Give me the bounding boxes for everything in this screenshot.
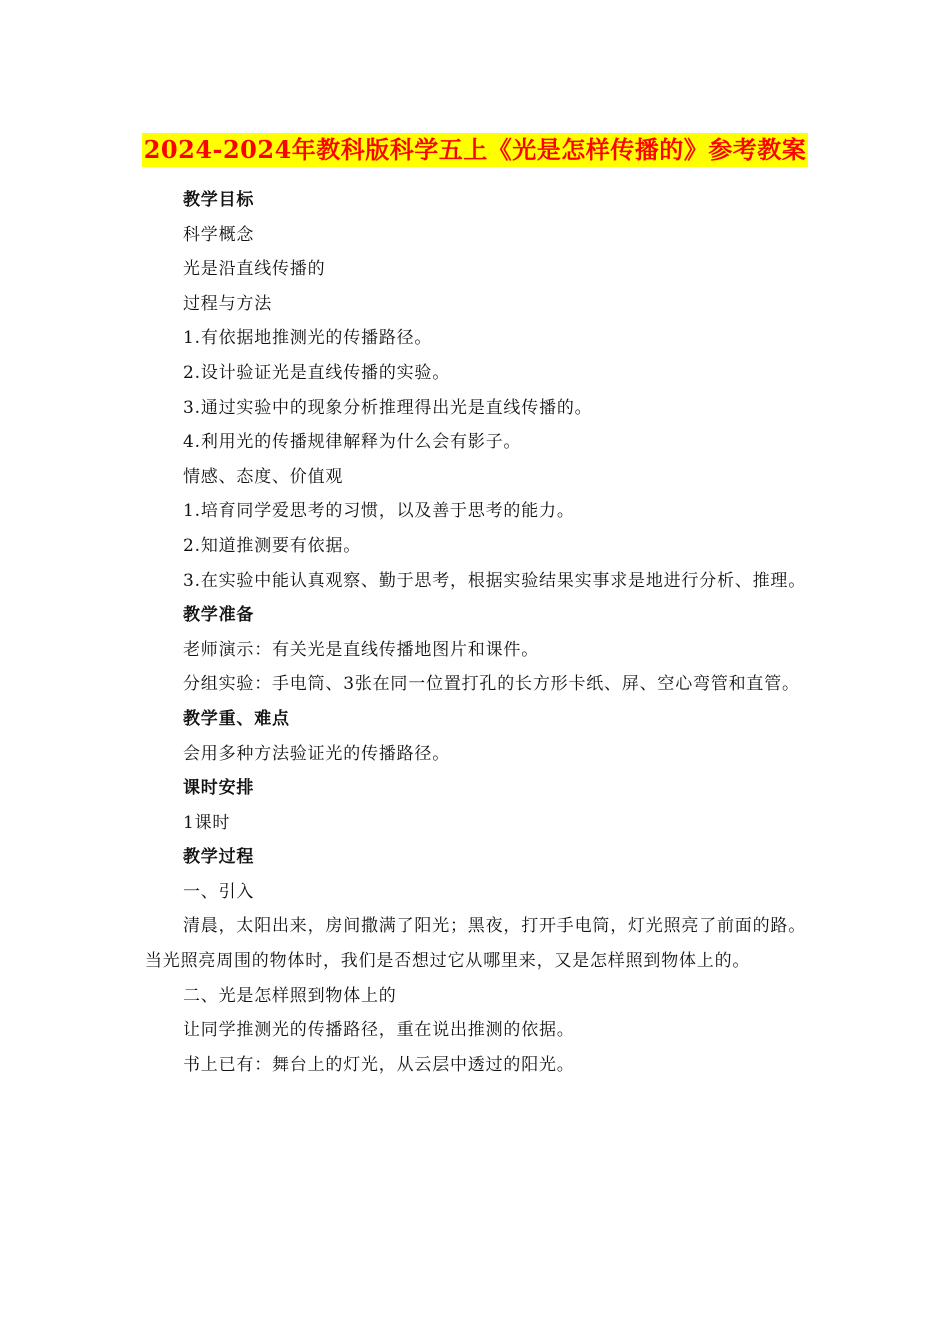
document-body xyxy=(145,183,809,1082)
paragraph: 分组实验：手电筒、3张在同一位置打孔的长方形卡纸、屏、空心弯管和直管。 xyxy=(183,674,800,695)
section-heading-light-path: 二、光是怎样照到物体上的 xyxy=(183,985,397,1006)
paragraph: 老师演示：有关光是直线传播地图片和课件。 xyxy=(183,639,539,660)
heading-class-schedule: 课时安排 xyxy=(183,778,255,799)
paragraph: 光是沿直线传播的 xyxy=(183,259,326,280)
subheading-process-method: 过程与方法 xyxy=(183,293,272,314)
subheading-emotion-attitude-values: 情感、态度、价值观 xyxy=(183,466,344,487)
list-item: 1.有依据地推测光的传播路径。 xyxy=(183,328,433,349)
document-title: 2024-2024年教科版科学五上《光是怎样传播的》参考教案 xyxy=(142,133,809,167)
list-item: 3.通过实验中的现象分析推理得出光是直线传播的。 xyxy=(183,397,593,418)
heading-teaching-preparation: 教学准备 xyxy=(183,605,255,626)
paragraph: 让同学推测光的传播路径，重在说出推测的依据。 xyxy=(183,1020,575,1041)
title-wrapper xyxy=(0,133,950,167)
list-item: 2.知道推测要有依据。 xyxy=(183,535,362,556)
list-item: 2.设计验证光是直线传播的实验。 xyxy=(183,362,451,383)
list-item: 3.在实验中能认真观察、勤于思考，根据实验结果实事求是地进行分析、推理。 xyxy=(183,570,807,591)
paragraph: 书上已有：舞台上的灯光，从云层中透过的阳光。 xyxy=(183,1054,575,1075)
list-item: 4.利用光的传播规律解释为什么会有影子。 xyxy=(183,432,522,453)
heading-teaching-process: 教学过程 xyxy=(183,847,255,868)
heading-key-difficult-points: 教学重、难点 xyxy=(183,708,290,729)
paragraph: 1课时 xyxy=(183,812,231,833)
paragraph: 会用多种方法验证光的传播路径。 xyxy=(183,743,450,764)
paragraph: 清晨，太阳出来，房间撒满了阳光；黑夜，打开手电筒，灯光照亮了前面的路。当光照亮周围的物体时，我们是否想过它从哪里来，又是怎样照到物体上的。 xyxy=(145,916,806,972)
heading-teaching-goals: 教学目标 xyxy=(183,190,255,210)
list-item: 1.培育同学爱思考的习惯，以及善于思考的能力。 xyxy=(183,501,575,522)
subheading-science-concept: 科学概念 xyxy=(183,224,255,245)
section-heading-introduction: 一、引入 xyxy=(183,881,255,902)
